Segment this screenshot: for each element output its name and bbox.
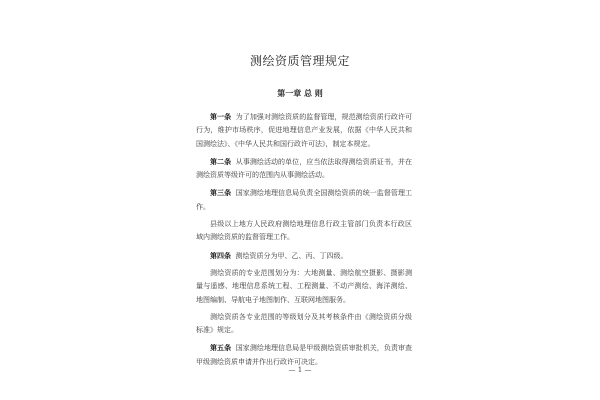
article-text: 为了加强对测绘资质的监督管理，规范测绘资质行政许可行为，维护市场秩序，促进地理信息产业发展，依据《中华人民共和国测绘法》、《中华人民共和国行政许可法》，制定本规定。 <box>196 113 413 148</box>
article-label: 第五条 <box>210 343 232 353</box>
article-label: 第四条 <box>210 250 231 260</box>
paragraph-continuation <box>196 311 412 338</box>
page-number: — 1 — <box>288 366 312 374</box>
paragraph-text: 测绘资质的专业范围划分为：大地测量、测绘航空摄影、摄影测量与遥感、地理信息系统工程、工程测量、不动产测绘、海洋测绘、地图编制、导航电子地图制作、互联网地图服务。 <box>196 268 412 304</box>
paragraph-text: 测绘资质各专业范围的等级划分及其考核条件由《测绘资质分级标准》规定。 <box>196 312 412 335</box>
paragraph-text: 县级以上地方人民政府测绘地理信息行政主管部门负责本行政区域内测绘资质的监督管理工作。 <box>196 220 412 242</box>
article-text: 测绘资质分为甲、乙、丙、丁四级。 <box>235 251 348 260</box>
paragraph-article-3 <box>196 186 412 214</box>
paragraph-article-5 <box>196 341 412 369</box>
paragraph-continuation <box>196 218 412 245</box>
document-title: 测绘资质管理规定 <box>249 54 350 68</box>
paragraph-continuation <box>196 267 412 307</box>
paragraph-article-4 <box>196 249 412 263</box>
article-label: 第二条 <box>210 156 232 166</box>
article-text: 从事测绘活动的单位，应当依法取得测绘资质证书，并在测绘资质等级许可的范围内从事测绘活动。 <box>196 157 413 180</box>
paragraph-article-2 <box>196 155 412 183</box>
article-text: 国家测绘地理信息局是甲级测绘资质审批机关，负责审查甲级测绘资质申请并作出行政许可决定。 <box>196 344 413 366</box>
article-label: 第一条 <box>210 112 232 121</box>
paragraph-article-1 <box>196 110 412 151</box>
article-label: 第三条 <box>210 188 232 198</box>
chapter-heading: 第一章 总 则 <box>277 88 323 98</box>
document-body <box>196 110 412 373</box>
article-text: 国家测绘地理信息局负责全国测绘资质的统一监督管理工作。 <box>196 189 413 211</box>
